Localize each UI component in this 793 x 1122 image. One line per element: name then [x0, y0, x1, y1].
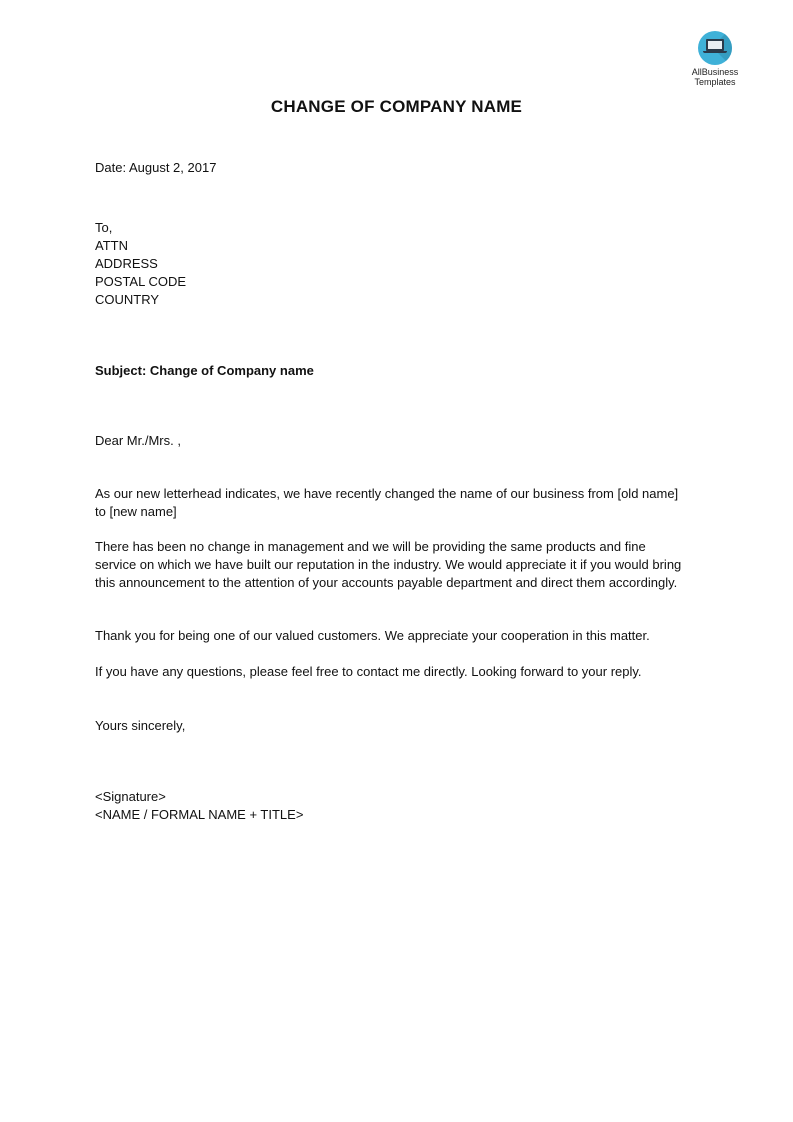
name-title-placeholder: <NAME / FORMAL NAME + TITLE>: [95, 807, 304, 822]
letter-subject: Subject: Change of Company name: [95, 363, 314, 378]
allbusiness-templates-logo: [680, 31, 750, 87]
letter-salutation: Dear Mr./Mrs. ,: [95, 433, 181, 448]
document-title: CHANGE OF COMPANY NAME: [270, 97, 523, 116]
signature-placeholder: <Signature>: [95, 789, 166, 804]
letter-date: Date: August 2, 2017: [95, 160, 217, 175]
logo-text-line2: Templates: [694, 77, 736, 87]
logo-text-line1: AllBusiness: [691, 67, 739, 77]
letter-closing: Yours sincerely,: [95, 718, 186, 733]
body-paragraph-2: There has been no change in management and we will be providing the same products and fine service on which we have built our reputation in the industry. We would appreciate it if you would bring this announcement to the attention of your accounts payable department and direct them accordingly.: [95, 539, 682, 590]
recipient-postal-code: POSTAL CODE: [95, 274, 187, 289]
recipient-address: ADDRESS: [95, 256, 158, 271]
laptop-icon: [698, 31, 732, 65]
recipient-country: COUNTRY: [95, 292, 160, 307]
body-paragraph-4: If you have any questions, please feel free to contact me directly. Looking forward to your reply.: [95, 664, 642, 679]
recipient-to: To,: [95, 220, 113, 235]
body-paragraph-3: Thank you for being one of our valued customers. We appreciate your cooperation in this matter.: [95, 628, 650, 643]
recipient-attn: ATTN: [95, 238, 128, 253]
body-paragraph-1: As our new letterhead indicates, we have recently changed the name of our business from [old name] to [new name]: [95, 486, 679, 519]
